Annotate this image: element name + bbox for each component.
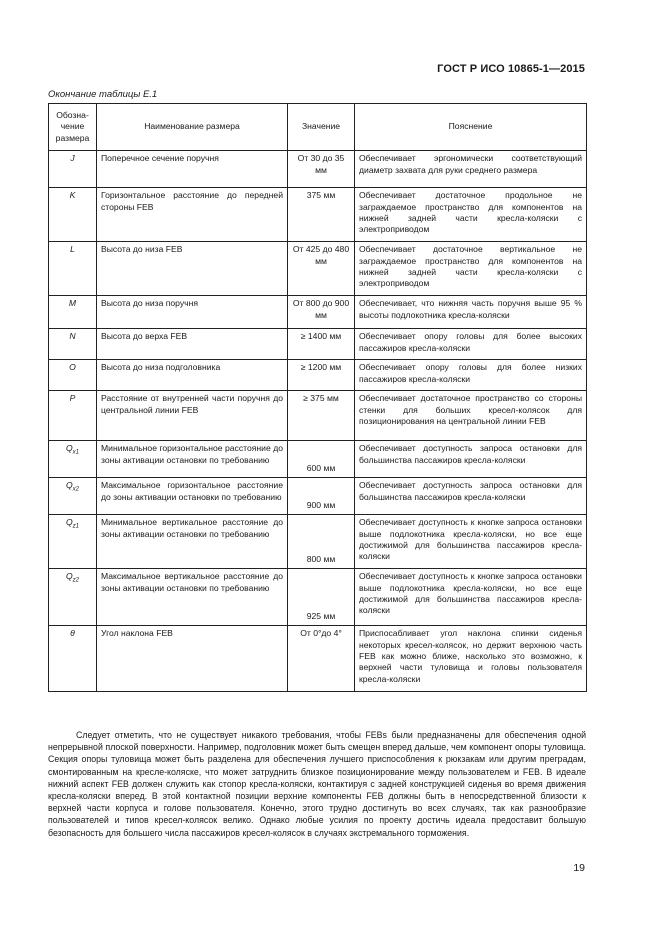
code-symbol: N	[69, 331, 76, 342]
table-row	[49, 441, 587, 478]
table-row	[49, 329, 587, 360]
cell-note: Обеспечивает достаточное продольное не заграждаемое пространство для компонентов на нижней задней части кресла-коляски с электроприводом	[355, 188, 587, 242]
cell-value: От 30 до 35 мм	[288, 151, 355, 188]
cell-note: Обеспечивает доступность запроса остановки для большинства пассажиров кресла-коляски	[355, 441, 587, 478]
table-row	[49, 242, 587, 296]
cell-value: ≥ 1200 мм	[288, 360, 355, 391]
cell-name: Минимальное вертикальное расстояние до зоны активации остановки по требованию	[97, 515, 288, 569]
cell-note: Обеспечивает доступность к кнопке запроса остановки выше подлокотника кресла-коляски, но все еще достижимой для большинства пассажиров кресла-коляски	[355, 515, 587, 569]
cell-value: 800 мм	[288, 515, 355, 569]
body-text	[48, 729, 586, 839]
code-symbol: Q	[65, 480, 73, 491]
table-row	[49, 626, 587, 692]
cell-name: Поперечное сечение поручня	[97, 151, 288, 188]
cell-value: 925 мм	[288, 569, 355, 626]
code-symbol: P	[69, 393, 76, 404]
cell-note: Обеспечивает доступность запроса остановки для большинства пассажиров кресла-коляски	[355, 478, 587, 515]
cell-name: Максимальное горизонтальное расстояние до зоны активации остановки по требованию	[97, 478, 288, 515]
code-symbol: Q	[65, 517, 73, 528]
cell-code	[49, 242, 97, 296]
cell-code	[49, 626, 97, 692]
cell-name: Расстояние от внутренней части поручня до центральной линии FEB	[97, 391, 288, 441]
cell-note: Обеспечивает, что нижняя часть поручня выше 95 % высоты подлокотника кресла-коляски	[355, 296, 587, 329]
code-symbol: Q	[65, 443, 73, 454]
code-subscript: x1	[72, 449, 80, 456]
code-symbol: Q	[65, 571, 73, 582]
code-subscript: z1	[72, 523, 80, 530]
cell-name: Высота до низа подголовника	[97, 360, 288, 391]
cell-note: Обеспечивает опору головы для более высоких пассажиров кресла-коляски	[355, 329, 587, 360]
cell-note: Приспосабливает угол наклона спинки сиденья некоторых кресел-колясок, но держит верхнюю часть FEB как можно ближе, насколько это возможно, к верхней части туловища и головы пользователя кресла-коляски	[355, 626, 587, 692]
table-row	[49, 360, 587, 391]
page-number: 19	[573, 862, 585, 874]
cell-note: Обеспечивает доступность к кнопке запроса остановки выше подлокотника кресла-коляски, но все еще достижимой для большинства пассажиров кресла-коляски	[355, 569, 587, 626]
cell-value: 900 мм	[288, 478, 355, 515]
table-row	[49, 151, 587, 188]
document-header: ГОСТ Р ИСО 10865-1—2015	[437, 63, 585, 75]
cell-code	[49, 151, 97, 188]
cell-code	[49, 569, 97, 626]
cell-note: Обеспечивает достаточное пространство со стороны стенки для больших кресел-колясок для позиционирования на центральной линии FEB	[355, 391, 587, 441]
header-value: Значение	[288, 104, 355, 151]
cell-value: ≥ 1400 мм	[288, 329, 355, 360]
code-symbol: J	[70, 153, 75, 164]
header-note: Пояснение	[355, 104, 587, 151]
code-symbol: O	[69, 362, 76, 373]
cell-name: Высота до верха FEB	[97, 329, 288, 360]
cell-code	[49, 478, 97, 515]
dimensions-table	[48, 103, 587, 692]
cell-value: От 425 до 480 мм	[288, 242, 355, 296]
cell-value: 375 мм	[288, 188, 355, 242]
cell-name: Горизонтальное расстояние до передней стороны FEB	[97, 188, 288, 242]
cell-note: Обеспечивает эргономически соответствующий диаметр захвата для руки среднего размера	[355, 151, 587, 188]
cell-code	[49, 329, 97, 360]
code-subscript: z2	[72, 577, 80, 584]
code-symbol: M	[68, 298, 77, 309]
table-row	[49, 569, 587, 626]
code-symbol: K	[69, 190, 76, 201]
cell-code	[49, 391, 97, 441]
cell-code	[49, 188, 97, 242]
cell-value: ≥ 375 мм	[288, 391, 355, 441]
header-name: Наименование размера	[97, 104, 288, 151]
cell-code	[49, 296, 97, 329]
cell-name: Высота до низа FEB	[97, 242, 288, 296]
cell-name: Угол наклона FEB	[97, 626, 288, 692]
code-subscript: x2	[72, 486, 80, 493]
cell-value: 600 мм	[288, 441, 355, 478]
table-row	[49, 296, 587, 329]
cell-value: От 0°до 4°	[288, 626, 355, 692]
table-row	[49, 478, 587, 515]
table-caption: Окончание таблицы Е.1	[48, 89, 158, 100]
cell-code	[49, 441, 97, 478]
cell-note: Обеспечивает достаточное вертикальное не заграждаемое пространство для компонентов на нижней задней части кресла-коляски с электроприводом	[355, 242, 587, 296]
header-code: Обозна-чение размера	[49, 104, 97, 151]
cell-code	[49, 360, 97, 391]
table-row	[49, 515, 587, 569]
cell-code	[49, 515, 97, 569]
cell-name: Максимальное вертикальное расстояние до зоны активации остановки по требованию	[97, 569, 288, 626]
body-paragraph: Следует отметить, что не существует никакого требования, чтобы FEBs были предназначены для обеспечения одной непрерывной плоской поверхности. Например, подголовник может быть смещен вперед дальше, чем компонент опоры туловища. Секция опоры туловища может быть разделена для обеспечения лучшего приспособления к рюкзакам или другим преградам, смонтированным на кресле-коляске, что может затруднить близкое позиционирование между пользователем и FEB. В идеале нижний аспект FEB должен служить как стопор кресла-коляски, контактируя с задней конструкцией сиденья во время движения кресла-коляски вперед. В этой контактной позиции верхние компоненты FEB должны быть в непосредственной близости к верхней части корпуса и голове пользователя. Конечно, этого трудно достигнуть во всех случаях, так как разнообразие пользователей и типов кресел-колясок велико. Однако любые усилия по проекту достичь идеала предоставит большую безопасность для большего числа пассажиров кресел-колясок в случаях экстремального торможения.	[48, 730, 586, 838]
table-row	[49, 391, 587, 441]
cell-name: Высота до низа поручня	[97, 296, 288, 329]
cell-note: Обеспечивает опору головы для более низких пассажиров кресла-коляски	[355, 360, 587, 391]
cell-value: От 800 до 900 мм	[288, 296, 355, 329]
cell-name: Минимальное горизонтальное расстояние до зоны активации остановки по требованию	[97, 441, 288, 478]
code-symbol: L	[70, 244, 75, 255]
code-symbol: θ	[70, 628, 75, 639]
table-row	[49, 188, 587, 242]
table-header-row	[49, 104, 587, 151]
